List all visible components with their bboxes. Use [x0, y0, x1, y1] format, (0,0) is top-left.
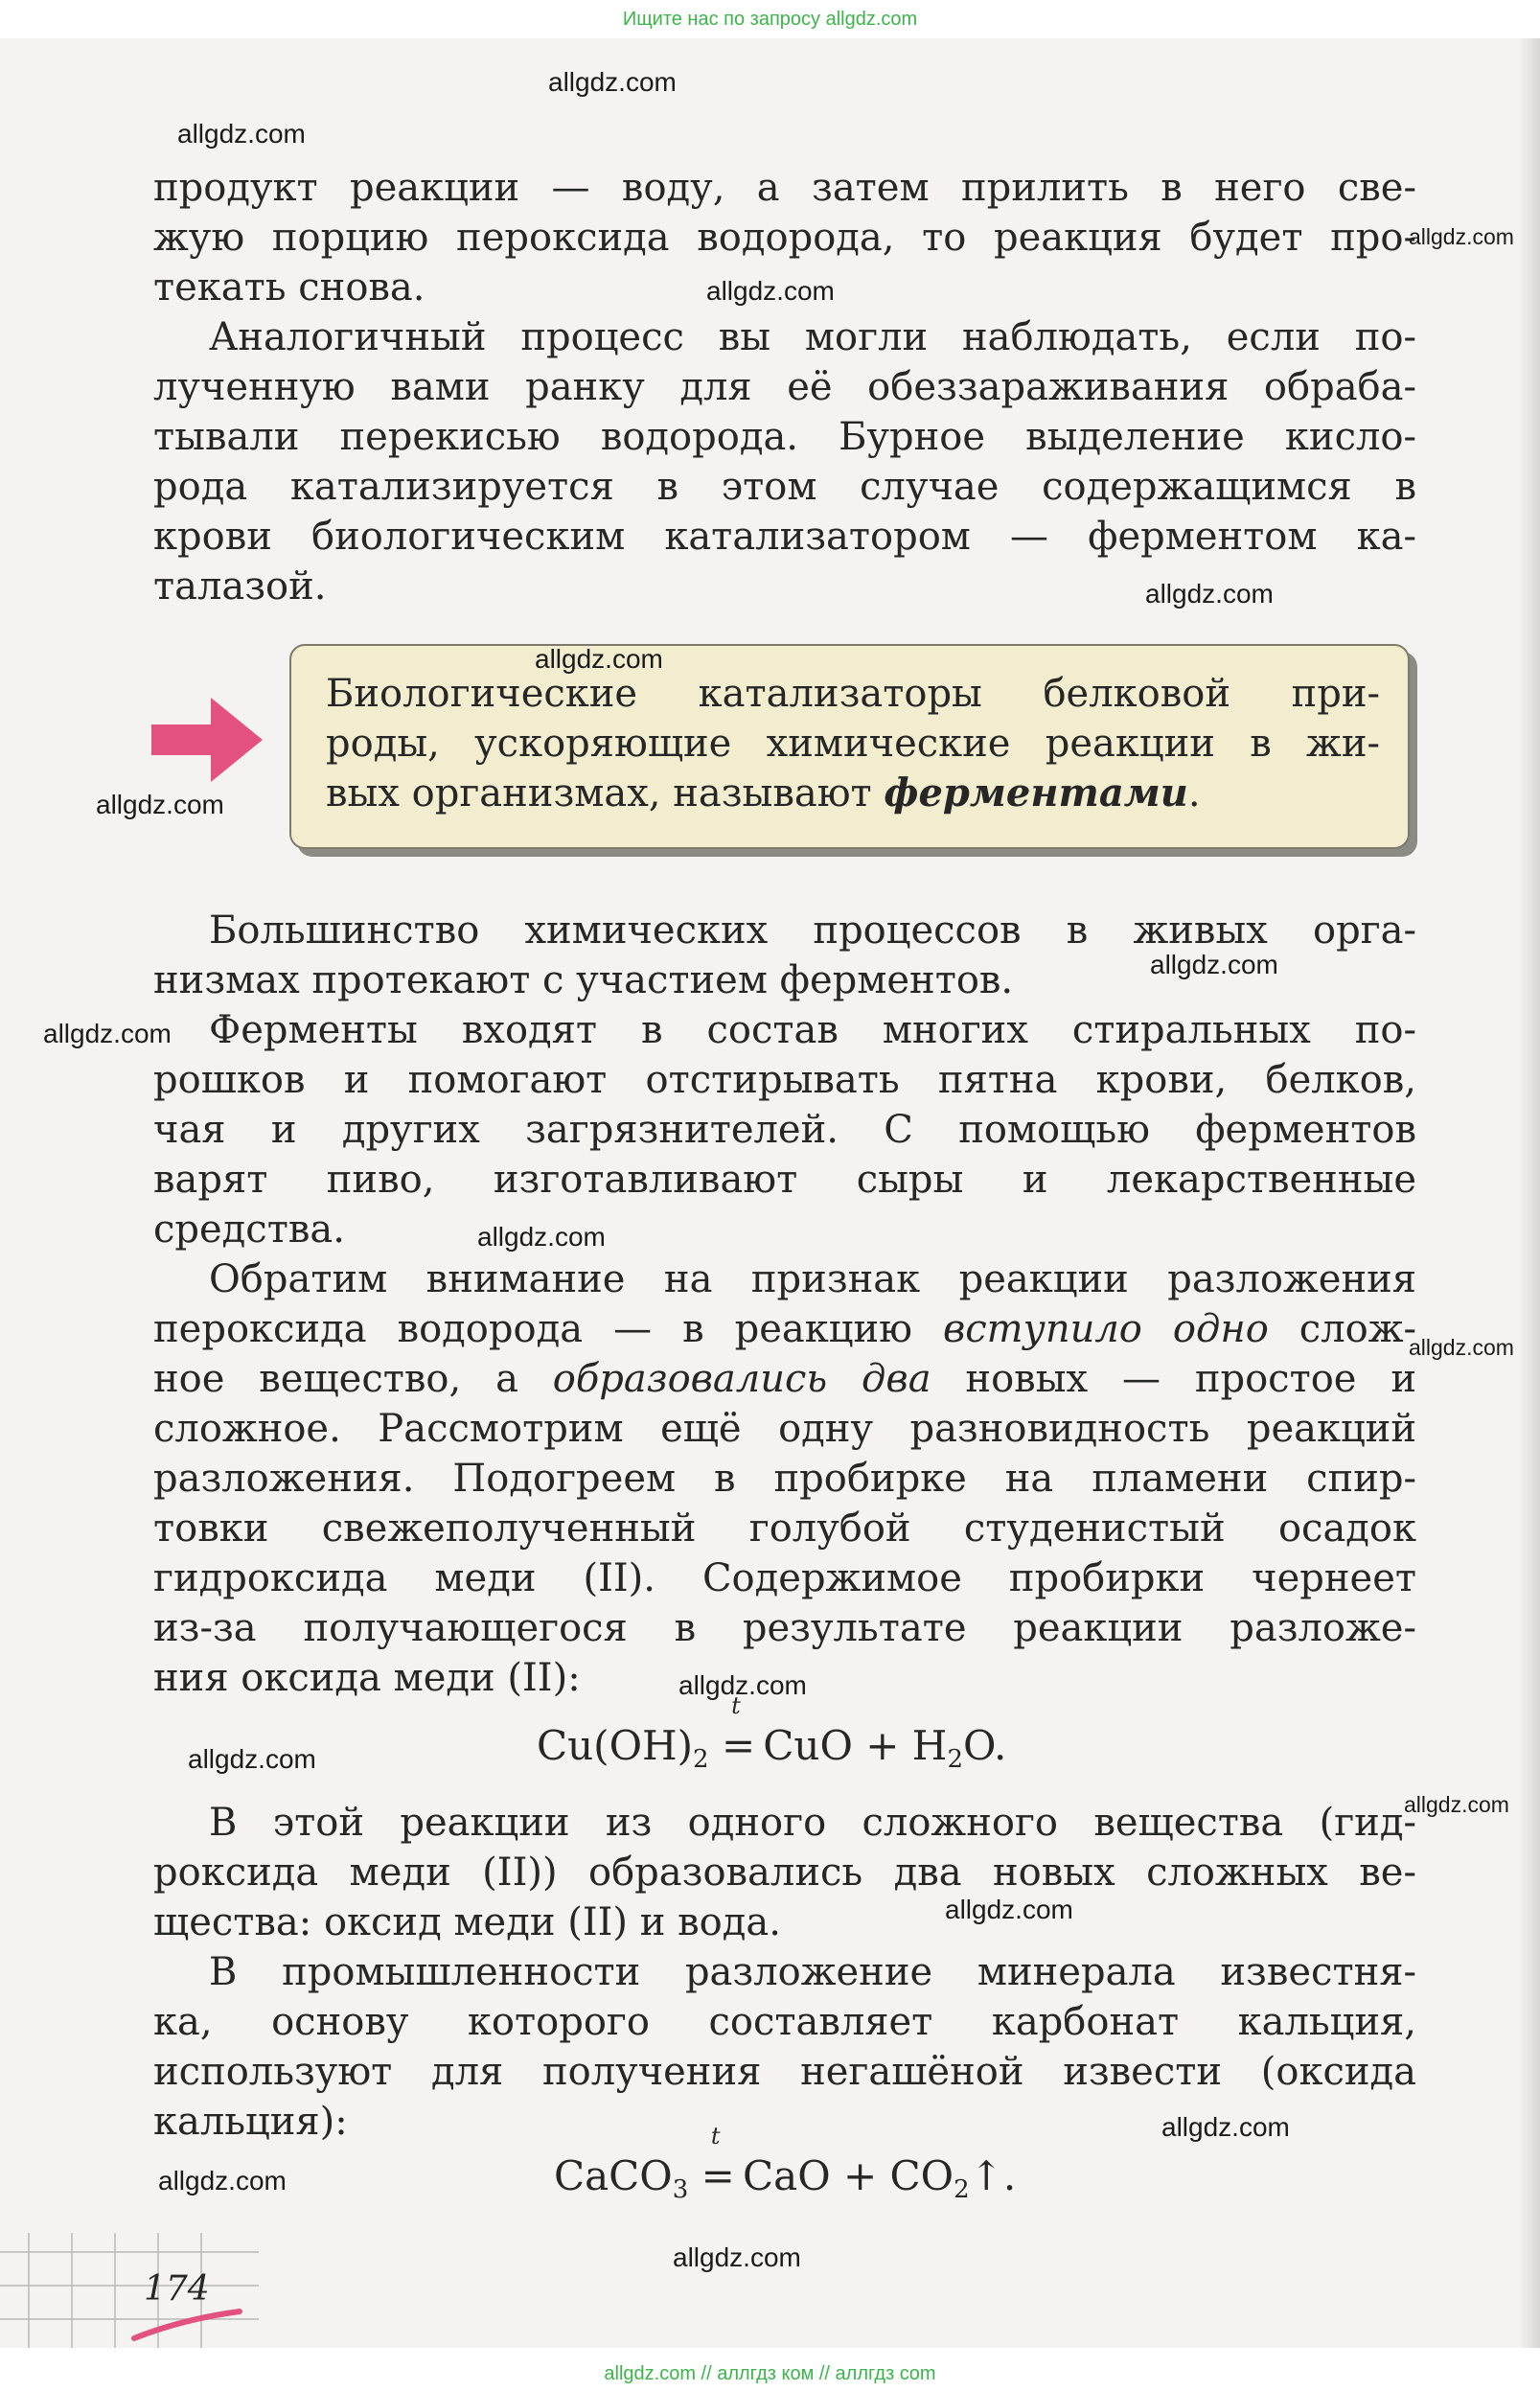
text-line: жую порцию пероксида водорода, то реакция будет про- [153, 216, 1416, 260]
watermark: allgdz.com [945, 1895, 1073, 1924]
text-line: Обратим внимание на признак реакции разложения [209, 1257, 1416, 1301]
watermark: allgdz.com [535, 644, 663, 674]
definition-line: роды, ускоряющие химические реакции в жи- [326, 722, 1380, 766]
watermark: allgdz.com [1145, 579, 1274, 609]
text-line: талазой. [153, 564, 327, 609]
text-line: рода катализируется в этом случае содержащимся в [153, 465, 1416, 509]
watermark: allgdz.com [673, 2242, 801, 2272]
text-line: варят пиво, изготавливают сыры и лекарственные [153, 1158, 1416, 1202]
text-line: из-за получающегося в результате реакции разложе- [153, 1606, 1416, 1650]
watermark: allgdz.com [158, 2166, 287, 2196]
text-line: разложения. Подогреем в пробирке на пламени спир- [153, 1457, 1416, 1501]
top-banner[interactable]: Ищите нас по запросу allgdz.com [622, 9, 918, 30]
watermark: allgdz.com [1409, 1335, 1514, 1360]
bottom-banner[interactable]: allgdz.com // аллгдз ком // аллгдз com [604, 2363, 936, 2384]
text-line: кальция): [153, 2100, 348, 2144]
watermark: allgdz.com [477, 1222, 606, 1252]
text-line: сложное. Рассмотрим ещё одну разновидность реакций [153, 1407, 1416, 1451]
watermark: allgdz.com [96, 790, 224, 819]
page-edge-shadow [1519, 38, 1540, 2348]
page-corner-grid [0, 2233, 259, 2348]
watermark: allgdz.com [548, 67, 677, 97]
text-line: роксида меди (II)) образовались два новых сложных ве- [153, 1851, 1416, 1895]
definition-term: ферментами [884, 770, 1188, 816]
watermark: allgdz.com [188, 1744, 316, 1774]
equation-copper-hydroxide: $Cu(OH)_2$ t = CuO + $H_2O$. [537, 1692, 1007, 1774]
watermark: allgdz.com [43, 1019, 172, 1048]
text-line: пероксида водорода — в реакцию вступило одно слож- [153, 1307, 1417, 1351]
text-line: Аналогичный процесс вы могли наблюдать, если по- [209, 315, 1416, 359]
definition-line: Биологические катализаторы белковой при- [326, 672, 1380, 716]
text-line: тывали перекисью водорода. Бурное выделение кисло- [153, 415, 1416, 459]
text-line: ное вещество, а образовались два новых — простое и [153, 1357, 1416, 1401]
text-line: гидроксида меди (II). Содержимое пробирки чернеет [153, 1556, 1416, 1600]
text-line: низмах протекают с участием ферментов. [153, 958, 1014, 1002]
watermark: allgdz.com [1161, 2112, 1290, 2142]
text-line: Ферменты входят в состав многих стиральных по- [209, 1008, 1416, 1052]
watermark: allgdz.com [177, 119, 306, 149]
text-line: ка, основу которого составляет карбонат кальция, [153, 2000, 1416, 2044]
text-line: лученную вами ранку для её обеззараживания обраба- [153, 365, 1416, 409]
text-line: В промышленности разложение минерала известня- [209, 1950, 1416, 1994]
definition-line: вых организмах, называют ферментами. [326, 770, 1201, 816]
text-line: продукт реакции — воду, а затем прилить в него све- [153, 166, 1416, 210]
text-line: товки свежеполученный голубой студенистый осадок [153, 1506, 1416, 1551]
text-line: используют для получения негашёной извести (оксида [153, 2050, 1416, 2094]
text-line: ния оксида меди (II): [153, 1656, 581, 1700]
text-line: средства. [153, 1207, 345, 1252]
page-number: 174 [144, 2269, 210, 2309]
text-line: чая и других загрязнителей. С помощью ферментов [153, 1108, 1416, 1152]
text-line: текать снова. [153, 265, 425, 310]
text-line: крови биологическим катализатором — ферментом ка- [153, 515, 1416, 559]
text-line: рошков и помогают отстирывать пятна крови, белков, [153, 1058, 1416, 1102]
pink-arrow-icon [151, 692, 266, 788]
watermark: allgdz.com [1404, 1792, 1509, 1817]
text-line: щества: оксид меди (II) и вода. [153, 1900, 781, 1944]
watermark: allgdz.com [678, 1670, 807, 1700]
text-line: В этой реакции из одного сложного вещества (гид- [209, 1801, 1416, 1845]
watermark: allgdz.com [1150, 950, 1278, 979]
watermark: allgdz.com [1409, 224, 1514, 249]
text-line: Большинство химических процессов в живых орга- [209, 908, 1416, 953]
watermark: allgdz.com [706, 276, 835, 306]
equation-calcium-carbonate: CaCO$_3$ t = CaO + $CO_2↑$. [554, 2123, 1017, 2204]
